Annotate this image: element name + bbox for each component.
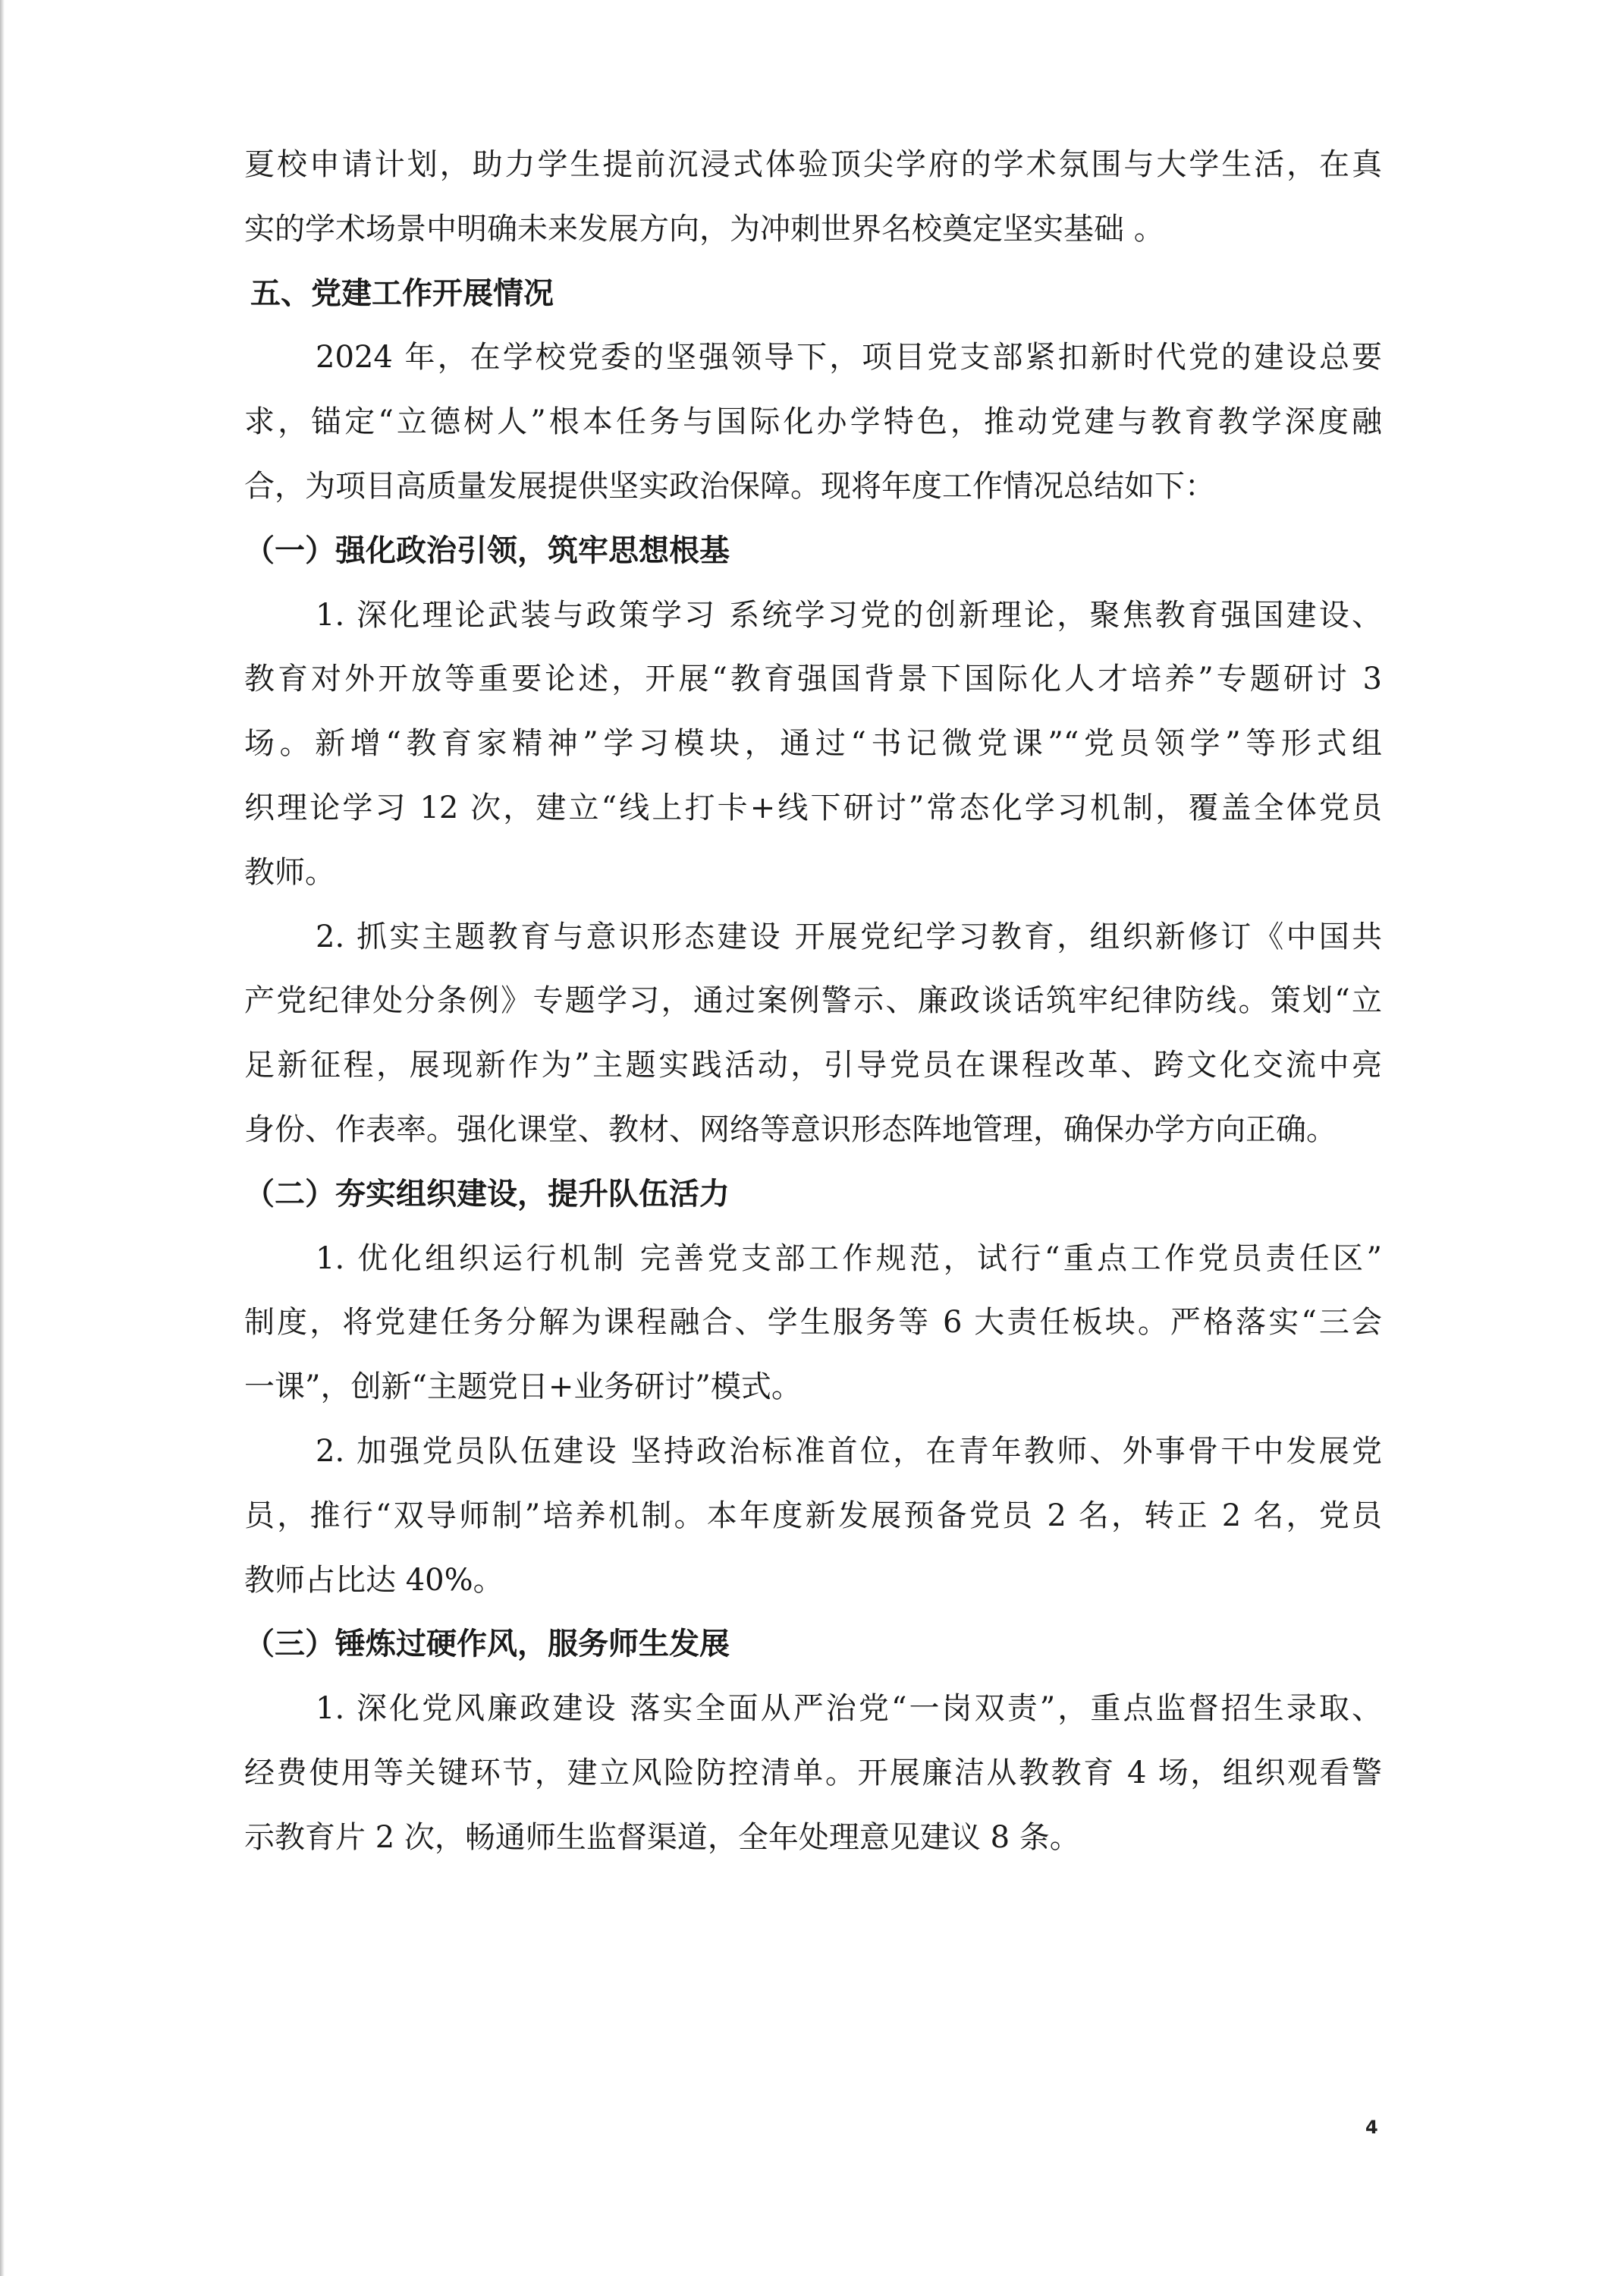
paragraph-line: 教师。 bbox=[244, 854, 335, 890]
paragraph-line: 一课”，创新“主题党日+业务研讨”模式。 bbox=[244, 1369, 802, 1405]
subsection-heading: （二）夯实组织建设，提升队伍活力 bbox=[244, 1176, 730, 1212]
paragraph-line: 1. 优化组织运行机制 完善党支部工作规范，试行“重点工作党员责任区” bbox=[316, 1240, 1382, 1276]
paragraph-line: 员，推行“双导师制”培养机制。本年度新发展预备党员 2 名，转正 2 名，党员 bbox=[244, 1498, 1382, 1533]
paragraph-line: 教师占比达 40%。 bbox=[244, 1562, 504, 1598]
paragraph-line: 经费使用等关键环节，建立风险防控清单。开展廉洁从教教育 4 场，组织观看警 bbox=[244, 1755, 1382, 1790]
subsection-heading: （三）锤炼过硬作风，服务师生发展 bbox=[244, 1627, 730, 1662]
paragraph-line: 产党纪律处分条例》专题学习，通过案例警示、廉政谈话筑牢纪律防线。策划“立 bbox=[244, 983, 1382, 1019]
paragraph-line: 足新征程，展现新作为”主题实践活动，引导党员在课程改革、跨文化交流中亮 bbox=[244, 1048, 1382, 1083]
paragraph-line: 1. 深化党风廉政建设 落实全面从严治党“一岗双责”，重点监督招生录取、 bbox=[316, 1691, 1382, 1727]
document-body bbox=[244, 133, 1382, 1870]
paragraph-line: 示教育片 2 次，畅通师生监督渠道，全年处理意见建议 8 条。 bbox=[244, 1819, 1080, 1855]
paragraph-line: 制度，将党建任务分解为课程融合、学生服务等 6 大责任板块。严格落实“三会 bbox=[244, 1305, 1382, 1341]
section-heading: 五、党建工作开展情况 bbox=[250, 275, 554, 311]
paragraph-line: 2. 加强党员队伍建设 坚持政治标准首位，在青年教师、外事骨干中发展党 bbox=[316, 1433, 1382, 1469]
page-number: 4 bbox=[1365, 2117, 1378, 2138]
paragraph-line: 2. 抓实主题教育与意识形态建设 开展党纪学习教育，组织新修订《中国共 bbox=[316, 919, 1382, 954]
paragraph-line: 1. 深化理论武装与政策学习 系统学习党的创新理论，聚焦教育强国建设、 bbox=[316, 597, 1382, 633]
paragraph-line: 实的学术场景中明确未来发展方向，为冲刺世界名校奠定坚实基础 。 bbox=[244, 211, 1164, 247]
scan-edge bbox=[0, 0, 5, 2276]
subsection-heading: （一）强化政治引领，筑牢思想根基 bbox=[244, 533, 730, 568]
paragraph-line: 求，锚定“立德树人”根本任务与国际化办学特色，推动党建与教育教学深度融 bbox=[244, 404, 1382, 440]
paragraph-line: 2024 年，在学校党委的坚强领导下，项目党支部紧扣新时代党的建设总要 bbox=[316, 340, 1382, 376]
paragraph-line: 场。新增“教育家精神”学习模块，通过“书记微党课”“党员领学”等形式组 bbox=[244, 726, 1382, 762]
paragraph-line: 身份、作表率。强化课堂、教材、网络等意识形态阵地管理，确保办学方向正确。 bbox=[244, 1111, 1337, 1147]
paragraph-line: 合，为项目高质量发展提供坚实政治保障。现将年度工作情况总结如下： bbox=[244, 468, 1215, 504]
paragraph-line: 夏校申请计划，助力学生提前沉浸式体验顶尖学府的学术氛围与大学生活，在真 bbox=[244, 147, 1382, 182]
paragraph-line: 织理论学习 12 次，建立“线上打卡+线下研讨”常态化学习机制，覆盖全体党员 bbox=[244, 790, 1382, 825]
paragraph-line: 教育对外开放等重要论述，开展“教育强国背景下国际化人才培养”专题研讨 3 bbox=[244, 662, 1382, 697]
